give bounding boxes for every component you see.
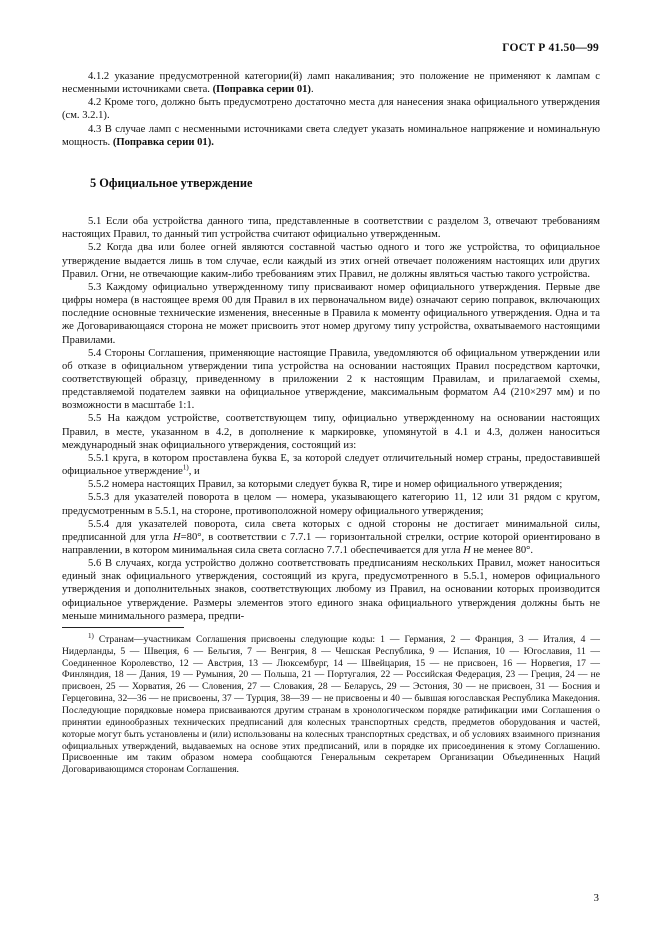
paragraph-4-1-2: 4.1.2 указание предусмотренной категории(й) ламп накаливания; это положение не применяют к лампам с несменными источниками света. (Поправка серии 01). [62,71,600,96]
paragraph-5-5-3: 5.5.3 для указателей поворота в целом — номера, указывающего категорию 11, 12 или 31 рядом с кругом, предусмотренным в 5.5.1, на стороне, противоположной номеру официального утверждения; [62,492,600,517]
paragraph-5-5-4: 5.5.4 для указателей поворота, сила света которых с одной стороны не достигает минимальной силы, предписанной для угла Н=80°, в соответствии с 7.7.1 — горизонтальной стрелки, острие которой ориентировано в направлении, в котором минимальная сила света согласно 7.7.1 обеспечивается для угла Н не менее 80°. [62,518,600,556]
paragraph-5-2: 5.2 Когда два или более огней являются составной частью одного и того же устройства, то официальное утверждение выдается лишь в том случае, если каждый из этих огней отвечает положениям настоящих или других Правил. Огни, не отвечающие каким-либо требованиям этих Правил, не должны являться частью такого устройства. [62,242,600,280]
footnote-divider [62,627,184,628]
paragraph-5-6: 5.6 В случаях, когда устройство должно соответствовать предписаниям нескольких Правил, может наноситься единый знак официального утверждения, состоящий из круга, предусмотренного в 5.5.1, номеров официального утверждения и дополнительных знаков, соответствующих любому из Правил, на основании которых производится официальное утверждение. Размеры элементов этого единого знака официального утверждения должны быть не меньше минимального размера, предпи- [62,558,600,622]
document-body [62,70,600,776]
footnote-marker: 1) [88,631,94,640]
footnote: $^{1)}$ Странам—участникам Соглашения присвоены следующие коды: 1 — Германия, 2 — Франция, 3 — Италия, 4 — Нидерланды, 5 — Швеция, 6 — Бельгия, 7 — Венгрия, 8 — Чешская Республика, 9 — Испания, 10 — Югославия, 11 — Соединенное Королевство, 12 — Австрия, 13 — Люксембург, 14 — Швейцария, 15 — не присвоен, 16 — Норвегия, 17 — Финляндия, 18 — Дания, 19 — Румыния, 20 — Польша, 21 — Португалия, 22 — Российская Федерация, 23 — Греция, 24 — не присвоен, 25 — Хорватия, 26 — Словения, 27 — Словакия, 28 — Беларусь, 29 — Эстония, 30 — не присвоен, 31 — Босния и Герцеговина, 32—36 — не присвоены, 37 — Турция, 38—39 — не присвоены и 40 — бывшая югославская Республика Македония. Последующие порядковые номера присваиваются другим странам в хронологическом порядке ратификации ими Соглашения о принятии единообразных технических предписаний для колесных транспортных средств, предметов оборудования и частей, которые могут быть установлены и (или) использованы на колесных транспортных средствах, и об условиях взаимного признания официальных утверждений, выдаваемых на основе этих предписаний, или в порядке их присоединения к этому Соглашению. Присвоенные им таким образом номера сообщаются Генеральным секретарем Организации Объединенных Наций Договаривающимся сторонам Соглашения. [62,631,600,776]
page-number: 3 [593,892,599,904]
footnote-ref: 1) [182,463,189,472]
paragraph-5-5-2: 5.5.2 номера настоящих Правил, за которыми следует буква R, тире и номер официального утверждения; [88,479,563,491]
amendment-note: (Поправка серии 01) [212,84,311,96]
paragraph-5-3: 5.3 Каждому официально утвержденному типу присваивают номер официального утверждения. Первые две цифры номера (в настоящее время 00 для Правил в их первоначальном виде) означают серию поправок, включающих последние основные технические изменения, внесенные в Правила к моменту официального утверждения. Одна и та же Договаривающаяся сторона не может присвоить этот номер другому типу устройства, охватываемого настоящими Правилами. [62,281,600,346]
paragraph-5-5: 5.5 На каждом устройстве, соответствующем типу, официально утвержденному на основании настоящих Правил, в месте, указанном в 4.2, в дополнение к маркировке, упомянутой в 4.1 и 4.3, должен наноситься международный знак официального утверждения, состоящий из: [62,413,600,451]
amendment-note: (Поправка серии 01). [112,136,214,148]
section-heading: 5 Официальное утверждение [90,175,253,190]
paragraph-4-3: 4.3 В случае ламп с несменными источниками света следует указать номинальное напряжение и номинальную мощность. (Поправка серии 01). [62,123,600,148]
paragraph-5-5-1: 5.5.1 круга, в котором проставлена буква Е, за которой следует отличительный номер страны, предоставившей официальное утверждение$^{1)}$, и [62,452,600,478]
document-standard-id: ГОСТ Р 41.50—99 [502,42,599,54]
paragraph-5-1: 5.1 Если оба устройства данного типа, представленные в соответствии с разделом 3, отвечают требованиям настоящих Правил, то данный тип устройства считают официально утвержденным. [62,216,600,241]
paragraph-4-2: 4.2 Кроме того, должно быть предусмотрено достаточно места для нанесения знака официального утверждения (см. 3.2.1). [62,97,600,122]
paragraph-5-4: 5.4 Стороны Соглашения, применяющие настоящие Правила, уведомляются об официальном утверждении или об отказе в официальном утверждении типа устройства на основании настоящих Правил посредством карточки, соответствующей образцу, приведенному в приложении 2 к настоящим Правилам, и прилагаемой схемы, представляемой подателем заявки на официальное утверждение, максимальным форматом А4 (210×297 мм) и по возможности в масштабе 1:1. [62,347,600,412]
